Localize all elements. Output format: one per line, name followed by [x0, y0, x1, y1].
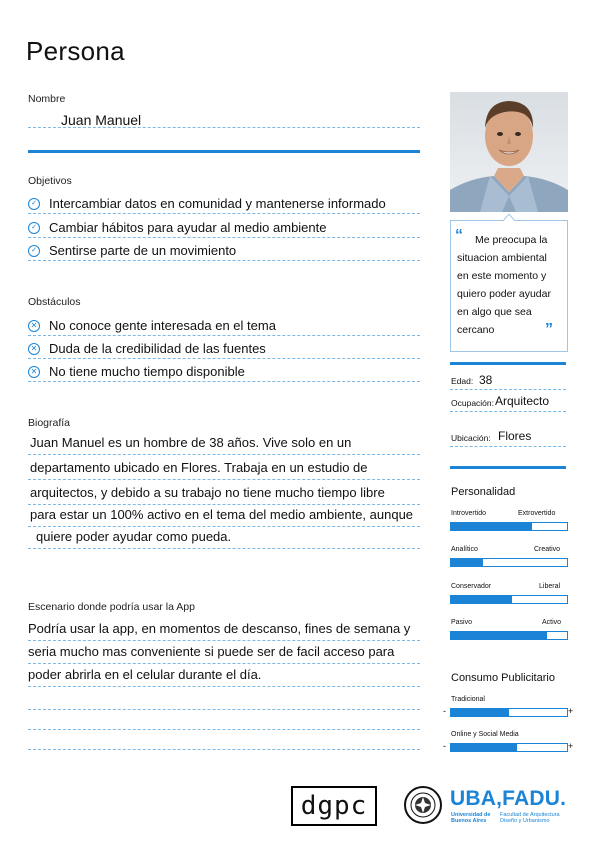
consumo-slider	[450, 743, 568, 752]
bio-line: quiere poder ayudar como pueda.	[36, 529, 232, 544]
divider	[28, 260, 420, 261]
plus-label: +	[568, 706, 574, 716]
trait-slider	[450, 595, 568, 604]
check-icon: ✓	[28, 245, 40, 257]
consumo-item-label: Tradicional	[451, 696, 485, 703]
divider	[28, 358, 420, 359]
uba-fadu-logo-text: UBA,FADU.	[450, 787, 567, 810]
divider	[450, 389, 566, 390]
nombre-label: Nombre	[28, 93, 66, 105]
divider	[28, 381, 420, 382]
open-quote-icon: “	[455, 227, 463, 244]
quote-line: en algo que sea	[457, 306, 532, 318]
page-title: Persona	[26, 36, 125, 66]
ocupacion-label: Ocupación:	[451, 398, 494, 408]
obstaculo-text: No tiene mucho tiempo disponible	[49, 364, 245, 379]
quote-line: quiero poder ayudar	[457, 288, 551, 300]
trait-fill	[451, 596, 512, 603]
bio-line: Juan Manuel es un hombre de 38 años. Vive solo en un	[30, 435, 352, 450]
nombre-value: Juan Manuel	[61, 112, 142, 128]
dgpc-logo	[291, 786, 377, 826]
bio-line: arquitectos, y debido a su trabajo no tiene mucho tiempo libre	[30, 485, 385, 500]
bio-line: para estar un 100% activo en el tema del medio ambiente, aunque	[30, 507, 414, 522]
quote-box	[450, 220, 568, 352]
objetivo-text: Sentirse parte de un movimiento	[49, 243, 237, 258]
plus-label: +	[568, 741, 574, 751]
dgpc-logo-text: dgpc	[300, 791, 368, 821]
obstaculo-text: No conoce gente interesada en el tema	[49, 318, 276, 333]
objetivo-text: Intercambiar datos en comunidad y mantenerse informado	[49, 196, 386, 211]
divider	[28, 454, 420, 455]
divider	[28, 663, 420, 664]
divider	[28, 729, 420, 730]
trait-slider	[450, 558, 568, 567]
trait-right-label: Extrovertido	[518, 510, 556, 517]
edad-label: Edad:	[451, 376, 474, 386]
close-quote-icon: ”	[545, 321, 553, 338]
obstaculo-text: Duda de la credibilidad de las fuentes	[49, 341, 266, 356]
consumo-label: Consumo Publicitario	[451, 672, 555, 684]
trait-right-label: Activo	[542, 619, 562, 626]
section-bar	[450, 466, 566, 469]
uba-seal-icon	[404, 786, 442, 824]
quote-line: cercano	[457, 324, 495, 336]
divider	[28, 749, 420, 750]
list-item	[28, 318, 276, 333]
trait-right-label: Creativo	[534, 546, 561, 553]
list-item	[28, 243, 236, 258]
divider	[28, 640, 420, 641]
fadu-subtext: Facultad de Arquitectura Diseño y Urbanismo	[500, 812, 560, 824]
section-bar	[28, 150, 420, 153]
divider	[28, 479, 420, 480]
divider	[28, 213, 420, 214]
divider	[28, 127, 420, 128]
divider	[28, 548, 420, 549]
trait-slider	[450, 631, 568, 640]
escenario-line: seria mucho mas conveniente si puede ser de facil acceso para	[28, 644, 395, 659]
trait-slider	[450, 522, 568, 531]
trait-left-label: Analítico	[451, 546, 478, 553]
divider	[450, 446, 566, 447]
biografia-label: Biografía	[28, 417, 71, 429]
list-item	[28, 364, 245, 379]
edad-value: 38	[479, 373, 493, 387]
trait-fill	[451, 559, 483, 566]
divider	[28, 504, 420, 505]
trait-fill	[451, 523, 532, 530]
list-item	[28, 341, 266, 356]
ocupacion-value: Arquitecto	[495, 394, 550, 408]
trait-fill	[451, 632, 547, 639]
personalidad-label: Personalidad	[451, 486, 516, 498]
x-circle-icon: ✕	[28, 366, 40, 378]
escenario-line: Podría usar la app, en momentos de descanso, fines de semana y	[28, 621, 411, 636]
divider	[28, 686, 420, 687]
escenario-label: Escenario donde podría usar la App	[28, 601, 195, 613]
objetivo-text: Cambiar hábitos para ayudar al medio ambiente	[49, 220, 327, 235]
consumo-fill	[451, 709, 509, 716]
x-circle-icon: ✕	[28, 343, 40, 355]
consumo-slider	[450, 708, 568, 717]
divider	[28, 335, 420, 336]
quote-line: situacion ambiental	[457, 252, 547, 264]
list-item	[28, 220, 327, 235]
minus-label: -	[443, 741, 446, 751]
check-icon: ✓	[28, 198, 40, 210]
ubicacion-value: Flores	[498, 429, 532, 443]
consumo-item-label: Online y Social Media	[451, 731, 519, 738]
consumo-fill	[451, 744, 517, 751]
section-bar	[450, 362, 566, 365]
obstaculos-label: Obstáculos	[28, 296, 81, 308]
bio-line: departamento ubicado en Flores. Trabaja en un estudio de	[30, 460, 368, 475]
minus-label: -	[443, 706, 446, 716]
trait-left-label: Introvertido	[451, 510, 487, 517]
trait-left-label: Pasivo	[451, 619, 473, 626]
divider	[28, 709, 420, 710]
trait-left-label: Conservador	[451, 583, 492, 590]
check-icon: ✓	[28, 222, 40, 234]
objetivos-label: Objetivos	[28, 175, 72, 187]
quote-line: Me preocupa la	[475, 234, 548, 246]
uba-subtext: Universidad de Buenos Aires	[451, 812, 491, 824]
divider	[28, 526, 420, 527]
divider	[28, 237, 420, 238]
persona-photo	[450, 92, 568, 212]
x-circle-icon: ✕	[28, 320, 40, 332]
quote-line: en este momento y	[457, 270, 547, 282]
speech-pointer-icon	[503, 214, 515, 221]
divider	[450, 411, 566, 412]
escenario-line: poder abrirla en el celular durante el día.	[28, 667, 262, 682]
ubicacion-label: Ubicación:	[451, 433, 491, 443]
trait-right-label: Liberal	[539, 583, 561, 590]
list-item	[28, 196, 386, 211]
